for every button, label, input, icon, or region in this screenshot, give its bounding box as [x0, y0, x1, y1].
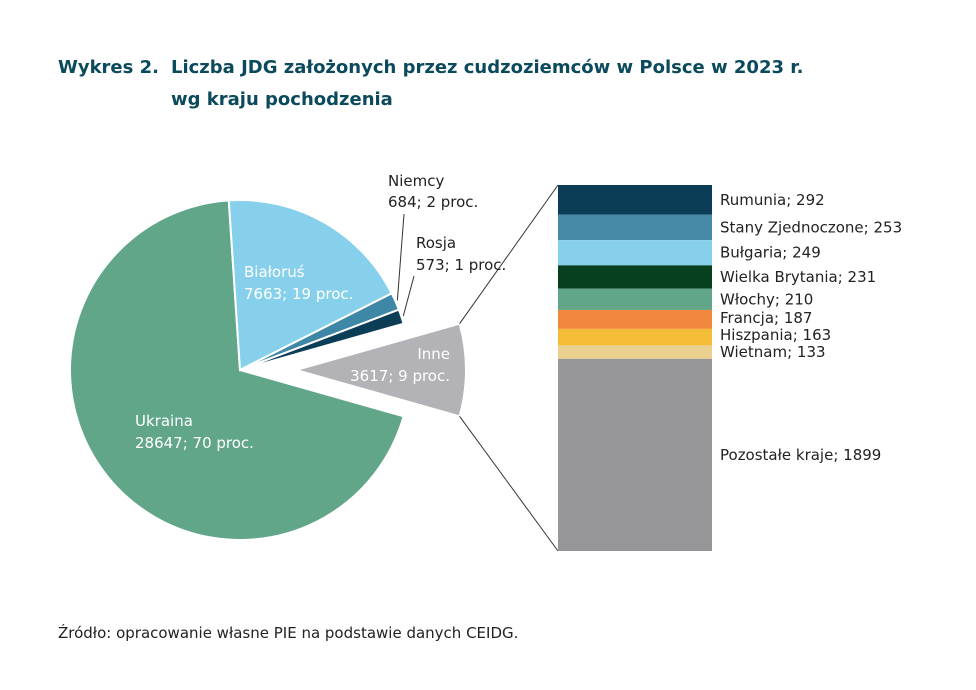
bar-segment-wielka-brytania	[558, 265, 712, 288]
bar-label-pozostale-kraje: Pozostałe kraje; 1899	[720, 445, 882, 464]
bar-segment-francja	[558, 310, 712, 329]
pie-label-bialorus-value: 7663; 19 proc.	[244, 285, 354, 303]
bar-label-francja: Francja; 187	[720, 309, 813, 328]
pie-label-rosja-value: 573; 1 proc.	[416, 256, 507, 274]
bar-segment-pozostale-kraje	[558, 359, 712, 551]
leader-line-niemcy	[397, 214, 404, 301]
source-note: Źródło: opracowanie własne PIE na podstawie danych CEIDG.	[58, 624, 519, 642]
connector-bottom	[460, 416, 558, 551]
chart-title: Liczba JDG założonych przez cudzoziemców w Polsce w 2023 r.	[171, 57, 804, 78]
bar-segment-wietnam	[558, 345, 712, 358]
bar-segment-hiszpania	[558, 329, 712, 345]
chart-number: Wykres 2.	[58, 57, 159, 78]
bar-label-bulgaria: Bułgaria; 249	[720, 243, 821, 262]
pie-label-ukraina-value: 28647; 70 proc.	[135, 434, 254, 452]
bar-segment-wlochy	[558, 289, 712, 310]
pie-label-niemcy-name: Niemcy	[388, 172, 445, 190]
bar-label-wielka-brytania: Wielka Brytania; 231	[720, 268, 877, 287]
bar-label-stany-zjednoczone: Stany Zjednoczone; 253	[720, 218, 903, 237]
pie-label-niemcy-value: 684; 2 proc.	[388, 193, 479, 211]
leader-line-rosja	[403, 276, 414, 316]
bar-label-wlochy: Włochy; 210	[720, 290, 814, 309]
bar-label-wietnam: Wietnam; 133	[720, 343, 826, 362]
bar-segment-rumunia	[558, 185, 712, 215]
pie-label-ukraina-name: Ukraina	[135, 412, 193, 430]
bar-segment-bulgaria	[558, 240, 712, 265]
bar-segment-stany-zjednoczone	[558, 215, 712, 241]
bar-label-rumunia: Rumunia; 292	[720, 190, 825, 209]
bar-label-hiszpania: Hiszpania; 163	[720, 326, 832, 345]
pie-label-inne-name: Inne	[417, 345, 450, 363]
pie-label-bialorus-name: Białoruś	[244, 263, 305, 281]
stacked-bar	[558, 185, 712, 551]
pie-label-rosja-name: Rosja	[416, 234, 457, 252]
chart-subtitle: wg kraju pochodzenia	[171, 89, 393, 110]
pie-label-inne-value: 3617; 9 proc.	[350, 367, 450, 385]
